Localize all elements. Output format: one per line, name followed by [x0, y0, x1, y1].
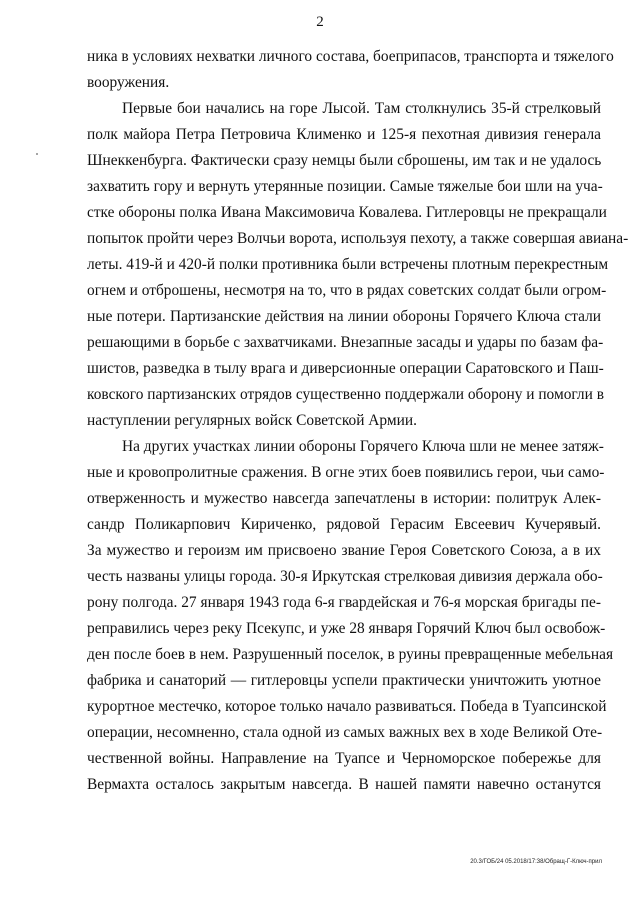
text-line: операции, несомненно, стала одной из самых важных вех в ходе Великой Оте- — [87, 724, 603, 741]
text-line: наступлении регулярных войск Советской Армии. — [87, 412, 417, 429]
text-line: отверженность и мужество навсегда запечатлены в истории: политрук Алек- — [87, 490, 601, 507]
scan-speck — [36, 153, 38, 155]
text-line: ника в условиях нехватки личного состава, боеприпасов, транспорта и тяжелого — [87, 48, 614, 65]
text-line: рону полгода. 27 января 1943 года 6-я гвардейская и 76-я морская бригады пе- — [87, 594, 601, 611]
text-line: огнем и отброшены, несмотря на то, что в рядах советских солдат были огром- — [87, 282, 607, 299]
text-line: фабрика и санаторий — гитлеровцы успели практически уничтожить уютное — [87, 672, 601, 689]
text-line: чественной войны. Направление на Туапсе и Черноморское побережье для — [87, 750, 601, 767]
text-line: честь названы улицы города. 30-я Иркутская стрелковая дивизия держала обо- — [87, 568, 603, 585]
text-line: шистов, разведка в тылу врага и диверсионные операции Саратовского и Паш- — [87, 360, 604, 377]
text-line: решающими в борьбе с захватчиками. Внезапные засады и удары по базам фа- — [87, 334, 604, 351]
page-number: 2 — [316, 14, 324, 30]
text-line: Шнеккенбурга. Фактически сразу немцы были сброшены, им так и не удалось — [87, 152, 602, 169]
text-line: Вермахта осталось закрытым навсегда. В нашей памяти навечно останутся — [87, 776, 601, 793]
text-line: полк майора Петра Петровича Клименко и 125-я пехотная дивизия генерала — [87, 126, 601, 143]
text-line: ковского партизанских отрядов существенно поддержали оборону и помогли в — [87, 386, 604, 403]
footer-stamp: 20.3/ГОБ/24 05.2018/17:38/Обращ-Г-Ключ-прил — [470, 859, 602, 865]
text-line: леты. 419-й и 420-й полки противника были встречены плотным перекрестным — [87, 256, 609, 273]
text-line: ные потери. Партизанские действия на линии обороны Горячего Ключа стали — [87, 308, 601, 325]
text-line: попыток пройти через Волчьи ворота, используя пехоту, а также совершая авиана- — [87, 230, 629, 247]
text-line: На других участках линии обороны Горячего Ключа шли не менее затяж- — [122, 438, 604, 455]
text-line: захватить гору и вернуть утерянные позиции. Самые тяжелые бои шли на уча- — [87, 178, 603, 195]
text-line: стке обороны полка Ивана Максимовича Ковалева. Гитлеровцы не прекращали — [87, 204, 607, 221]
text-line: сандр Поликарпович Кириченко, рядовой Герасим Евсеевич Кучерявый. — [87, 516, 601, 533]
text-line: вооружения. — [87, 74, 170, 91]
text-line: За мужество и героизм им присвоено звание Героя Советского Союза, а в их — [87, 542, 601, 559]
text-line: реправились через реку Псекупс, и уже 28 января Горячий Ключ был освобож- — [87, 620, 606, 637]
text-line: ные и кровопролитные сражения. В огне этих боев появились герои, чьи само- — [87, 464, 605, 481]
text-line: ден после боев в нем. Разрушенный поселок, в руины превращенные мебельная — [87, 646, 614, 663]
text-line: курортное местечко, которое только начало развиваться. Победа в Туапсинской — [87, 698, 607, 715]
text-line: Первые бои начались на горе Лысой. Там столкнулись 35-й стрелковый — [122, 100, 601, 117]
